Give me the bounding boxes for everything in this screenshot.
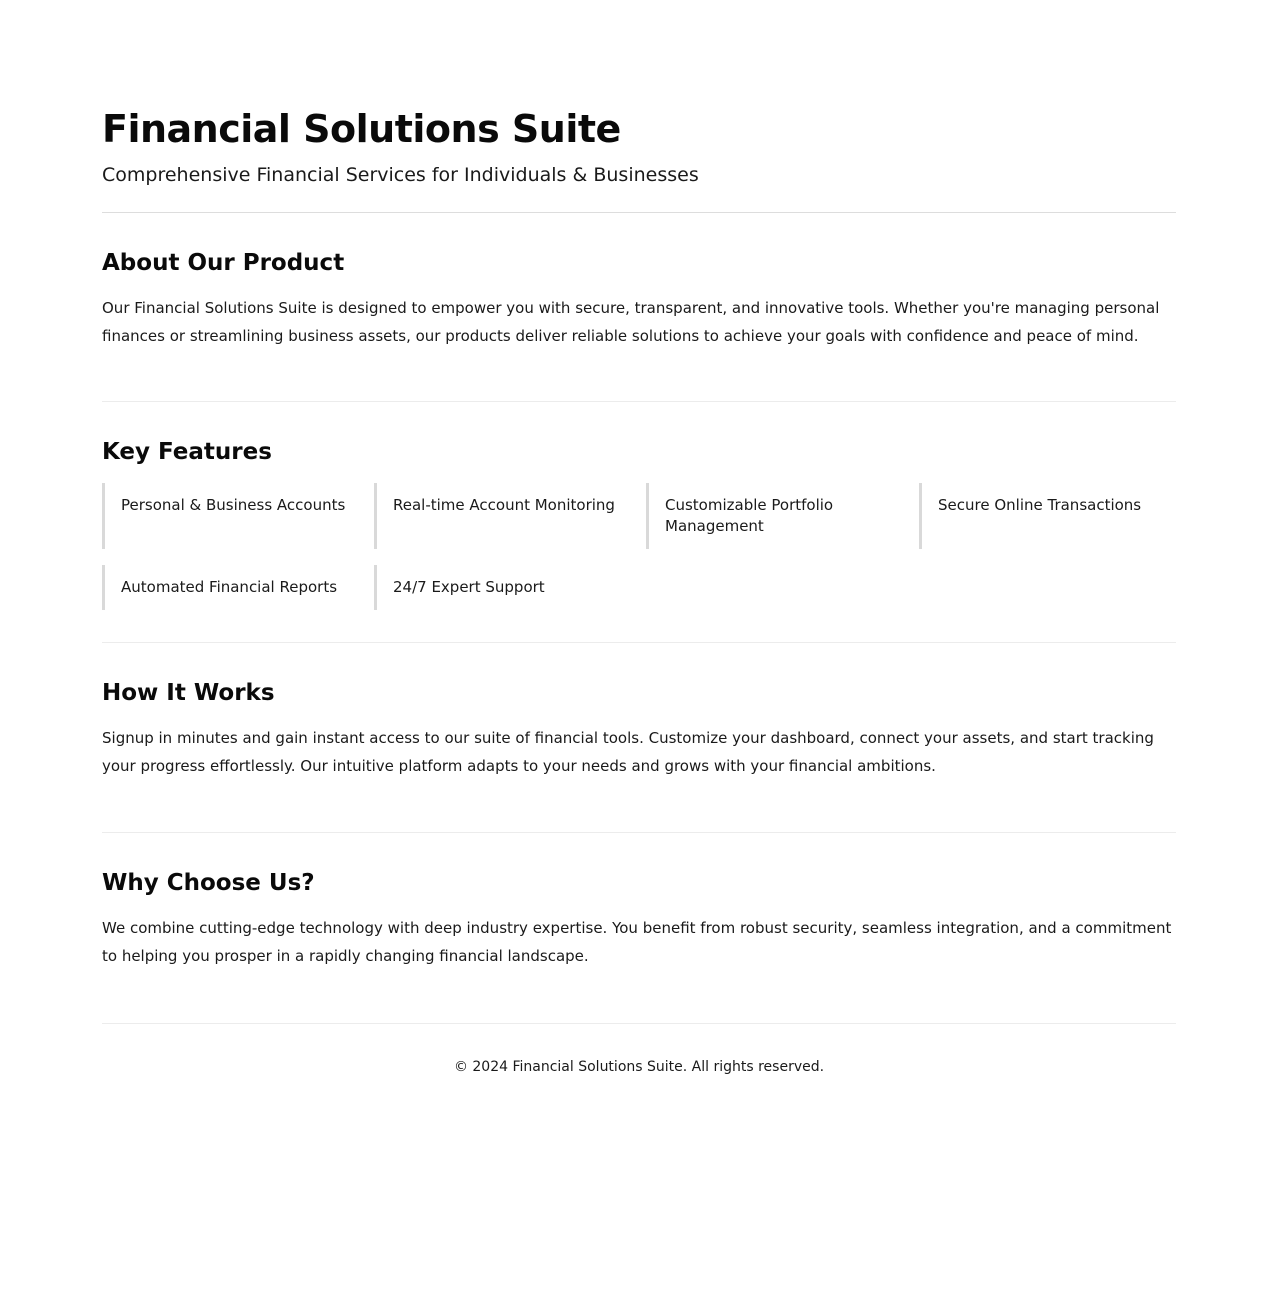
section-heading-how: How It Works	[102, 680, 275, 706]
feature-item: Customizable Portfolio Management	[646, 483, 919, 549]
feature-item: Secure Online Transactions	[919, 483, 1176, 549]
section-key-features	[102, 402, 1176, 642]
feature-item: Personal & Business Accounts	[102, 483, 374, 549]
section-why-choose-us	[102, 833, 1176, 1023]
features-grid	[102, 483, 1176, 610]
section-about	[102, 213, 1176, 401]
copyright-text: © 2024 Financial Solutions Suite. All rights reserved.	[453, 1059, 825, 1075]
feature-item: Real-time Account Monitoring	[374, 483, 646, 549]
page-subtitle: Comprehensive Financial Services for Individuals & Businesses	[102, 164, 699, 186]
feature-item: 24/7 Expert Support	[374, 565, 646, 610]
section-body-about: Our Financial Solutions Suite is designed to empower you with secure, transparent, and innovative tools. Whether you're managing personal finances or streamlining business assets, our products deliver reliable solutions to achieve your goals with confidence and peace of mind.	[102, 299, 1160, 345]
page-container	[102, 0, 1176, 1077]
page-header	[102, 104, 1176, 188]
page-footer	[102, 1024, 1176, 1077]
page-title: Financial Solutions Suite	[102, 107, 621, 151]
section-body-how: Signup in minutes and gain instant access to our suite of financial tools. Customize your dashboard, connect your assets, and start tracking your progress effortlessly. Our intuitive platform adapts to your needs and grows with your financial ambitions.	[102, 729, 1154, 775]
section-heading-why: Why Choose Us?	[102, 870, 315, 896]
section-body-why: We combine cutting-edge technology with deep industry expertise. You benefit from robust security, seamless integration, and a commitment to helping you prosper in a rapidly changing financial landscape.	[102, 919, 1172, 965]
section-heading-features: Key Features	[102, 439, 272, 465]
feature-item: Automated Financial Reports	[102, 565, 374, 610]
section-how-it-works	[102, 643, 1176, 832]
section-heading-about: About Our Product	[102, 250, 345, 276]
